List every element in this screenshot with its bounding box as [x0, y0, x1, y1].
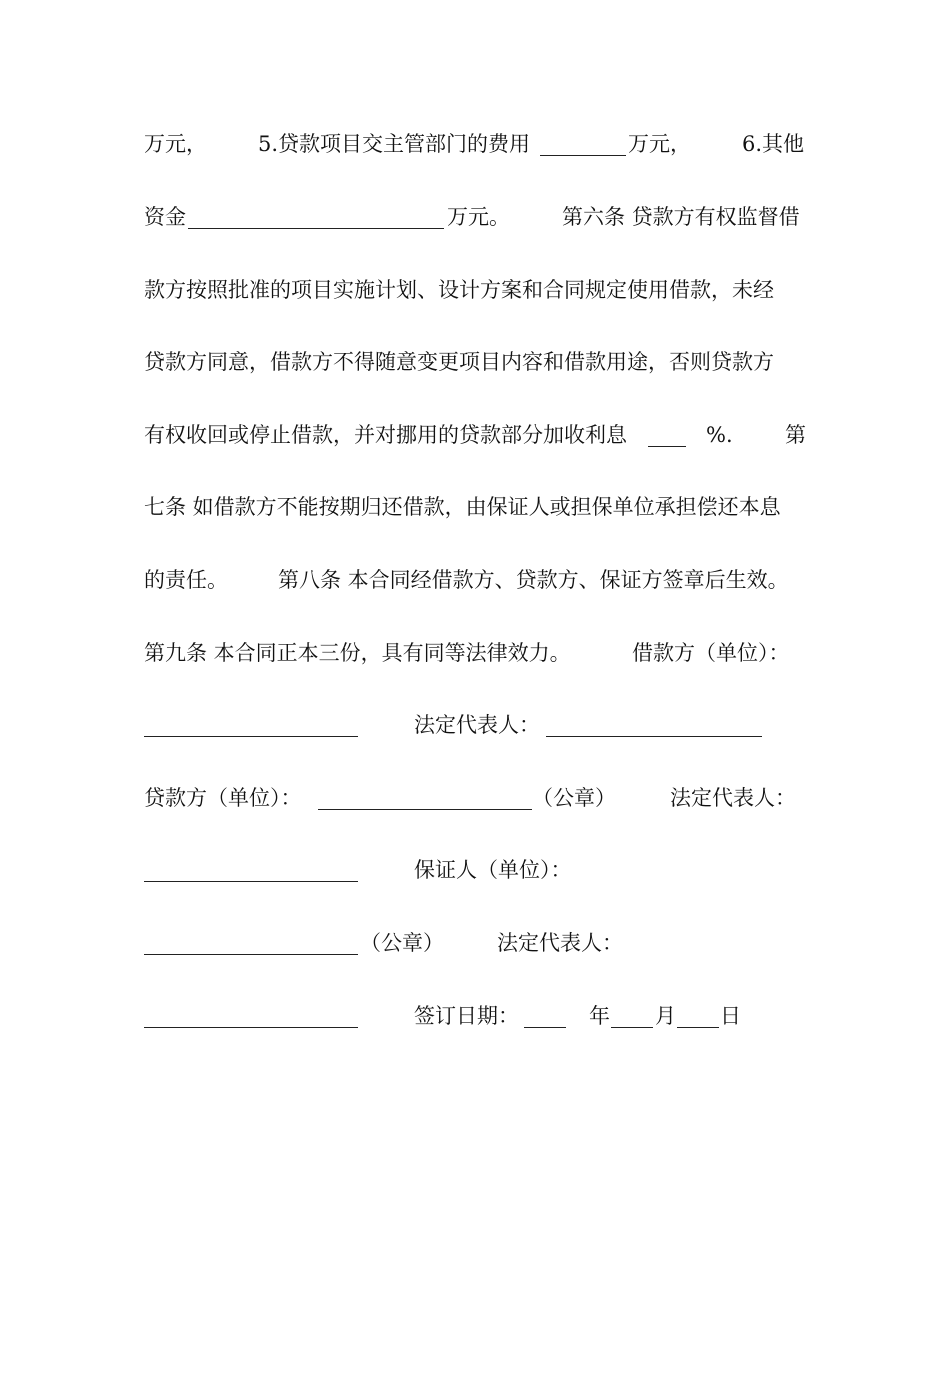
text-segment: 月	[655, 1004, 676, 1028]
blank-line	[318, 809, 532, 810]
text-segment: 万元，	[144, 132, 207, 156]
text-segment: 贷款方（单位）：	[144, 786, 302, 810]
blank-line	[540, 155, 626, 156]
text-line	[0, 342, 950, 382]
text-line	[0, 487, 950, 527]
text-segment: 有权收回或停止借款，并对挪用的贷款部分加收利息	[144, 423, 627, 447]
text-line	[0, 923, 950, 963]
blank-line	[524, 1027, 566, 1028]
blank-line	[144, 1027, 358, 1028]
text-segment: 万元。	[447, 205, 510, 229]
text-segment: 6.其他	[742, 132, 805, 156]
text-segment: 签订日期：	[414, 1004, 519, 1028]
text-line	[0, 633, 950, 673]
text-segment: 款方按照批准的项目实施计划、设计方案和合同规定使用借款，未经	[144, 278, 774, 302]
text-segment: 资金	[144, 205, 186, 229]
text-segment: 第六条 贷款方有权监督借	[562, 205, 800, 229]
text-segment: 的责任。	[144, 568, 228, 592]
text-line	[0, 124, 950, 164]
text-line	[0, 270, 950, 310]
text-segment: %.	[706, 423, 733, 447]
blank-line	[677, 1027, 719, 1028]
text-segment: 贷款方同意，借款方不得随意变更项目内容和借款用途，否则贷款方	[144, 350, 774, 374]
text-segment: 七条 如借款方不能按期归还借款，由保证人或担保单位承担偿还本息	[144, 495, 781, 519]
text-line	[0, 996, 950, 1036]
text-segment: 5.贷款项目交主管部门的费用	[258, 132, 531, 156]
text-line	[0, 197, 950, 237]
text-segment: 法定代表人：	[414, 713, 540, 737]
text-segment: 第九条 本合同正本三份，具有同等法律效力。	[144, 641, 571, 665]
text-segment: 第八条 本合同经借款方、贷款方、保证方签章后生效。	[278, 568, 789, 592]
text-line	[0, 705, 950, 745]
text-line	[0, 778, 950, 818]
blank-line	[144, 736, 358, 737]
text-segment: 万元，	[628, 132, 691, 156]
blank-line	[611, 1027, 653, 1028]
blank-line	[188, 228, 444, 229]
text-segment: 法定代表人：	[670, 786, 796, 810]
text-line	[0, 560, 950, 600]
text-segment: 第	[785, 423, 806, 447]
blank-line	[144, 954, 358, 955]
blank-line	[546, 736, 762, 737]
text-segment: （公章）	[360, 931, 444, 955]
text-segment: 借款方（单位）：	[632, 641, 790, 665]
text-segment: （公章）	[532, 786, 616, 810]
text-line	[0, 850, 950, 890]
text-segment: 日	[720, 1004, 741, 1028]
text-segment: 法定代表人：	[497, 931, 623, 955]
text-line	[0, 415, 950, 455]
text-segment: 保证人（单位）：	[414, 858, 572, 882]
text-segment: 年	[589, 1004, 610, 1028]
blank-line	[648, 446, 686, 447]
blank-line	[144, 881, 358, 882]
